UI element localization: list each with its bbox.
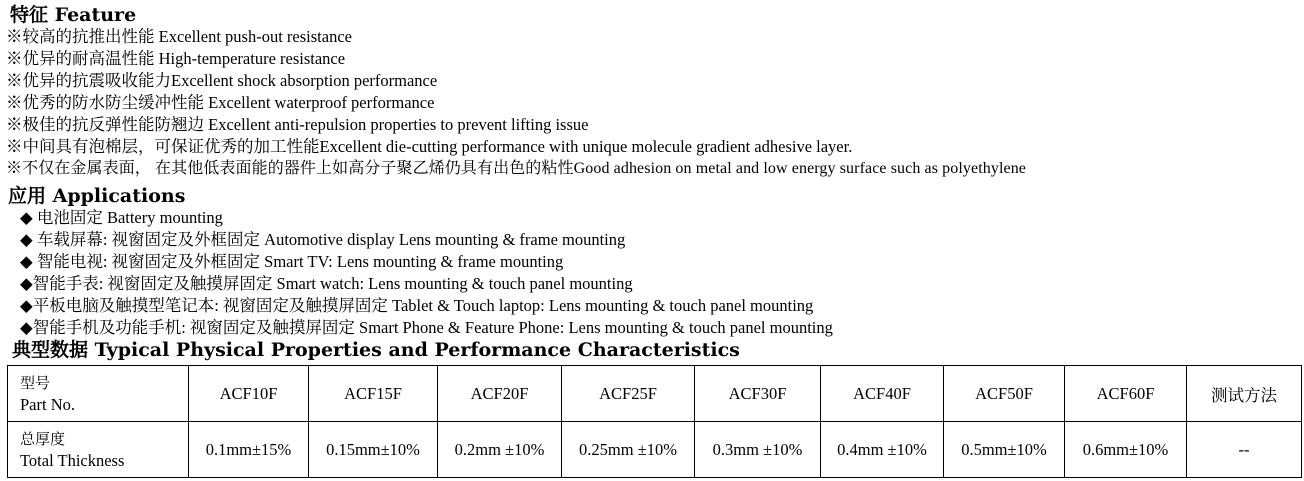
model-cell: ACF15F: [309, 366, 438, 422]
thickness-value-cell: 0.25mm ±10%: [562, 422, 695, 478]
thickness-value-cell: 0.15mm±10%: [309, 422, 438, 478]
model-cell: ACF50F: [944, 366, 1065, 422]
thickness-label-en: Total Thickness: [20, 450, 125, 470]
application-item-4: ◆智能手表: 视窗固定及触摸屏固定 Smart watch: Lens mounting & touch panel mounting: [20, 274, 633, 293]
model-cell: ACF40F: [821, 366, 944, 422]
thickness-label-cn: 总厚度: [20, 429, 66, 448]
model-cell: ACF10F: [189, 366, 309, 422]
model-cell: ACF60F: [1065, 366, 1187, 422]
part-no-label-cn: 型号: [20, 373, 51, 392]
thickness-value-cell: 0.2mm ±10%: [438, 422, 562, 478]
table-header-row: [8, 366, 1302, 422]
thickness-value-cell: 0.3mm ±10%: [695, 422, 821, 478]
properties-title: 典型数据 Typical Physical Properties and Performance Characteristics: [12, 339, 740, 361]
model-cell: ACF25F: [562, 366, 695, 422]
feature-item-2: ※优异的耐高温性能 High-temperature resistance: [6, 49, 346, 68]
part-no-header-cell: [8, 366, 189, 422]
feature-title: 特征 Feature: [10, 4, 137, 26]
application-item-2: ◆ 车载屏幕: 视窗固定及外框固定 Automotive display Lens mounting & frame mounting: [20, 230, 626, 249]
feature-item-4: ※优秀的防水防尘缓冲性能 Excellent waterproof performance: [6, 93, 435, 112]
table-row-thickness: [8, 422, 1302, 478]
feature-item-1: ※较高的抗推出性能 Excellent push-out resistance: [6, 27, 352, 46]
test-method-header-cell: 测试方法: [1187, 366, 1302, 422]
thickness-value-cell: 0.1mm±15%: [189, 422, 309, 478]
application-item-1: ◆ 电池固定 Battery mounting: [20, 208, 223, 227]
thickness-header-cell: [8, 422, 189, 478]
feature-item-6: ※中间具有泡棉层，可保证优秀的加工性能Excellent die-cutting performance with unique molecule gradient adhesive layer.: [6, 137, 853, 156]
feature-item-3: ※优异的抗震吸收能力Excellent shock absorption performance: [6, 71, 438, 90]
thickness-value-cell: 0.4mm ±10%: [821, 422, 944, 478]
model-cell: ACF30F: [695, 366, 821, 422]
application-item-5: ◆平板电脑及触摸型笔记本: 视窗固定及触摸屏固定 Tablet & Touch laptop: Lens mounting & touch panel mounting: [20, 296, 814, 315]
thickness-value-cell: 0.5mm±10%: [944, 422, 1065, 478]
application-item-3: ◆ 智能电视: 视窗固定及外框固定 Smart TV: Lens mounting & frame mounting: [20, 252, 564, 271]
feature-item-7: ※不仅在金属表面， 在其他低表面能的器件上如高分子聚乙烯仍具有出色的粘性Good adhesion on metal and low energy surface such as polyethylene: [6, 160, 1026, 177]
thickness-method-cell: --: [1187, 422, 1302, 478]
applications-title: 应用 Applications: [8, 185, 186, 207]
part-no-label-en: Part No.: [20, 394, 75, 414]
model-cell: ACF20F: [438, 366, 562, 422]
thickness-value-cell: 0.6mm±10%: [1065, 422, 1187, 478]
feature-item-5: ※极佳的抗反弹性能防翘边 Excellent anti-repulsion properties to prevent lifting issue: [6, 115, 589, 134]
application-item-6: ◆智能手机及功能手机: 视窗固定及触摸屏固定 Smart Phone & Feature Phone: Lens mounting & touch panel mounting: [20, 318, 833, 337]
properties-table: [7, 365, 1302, 478]
